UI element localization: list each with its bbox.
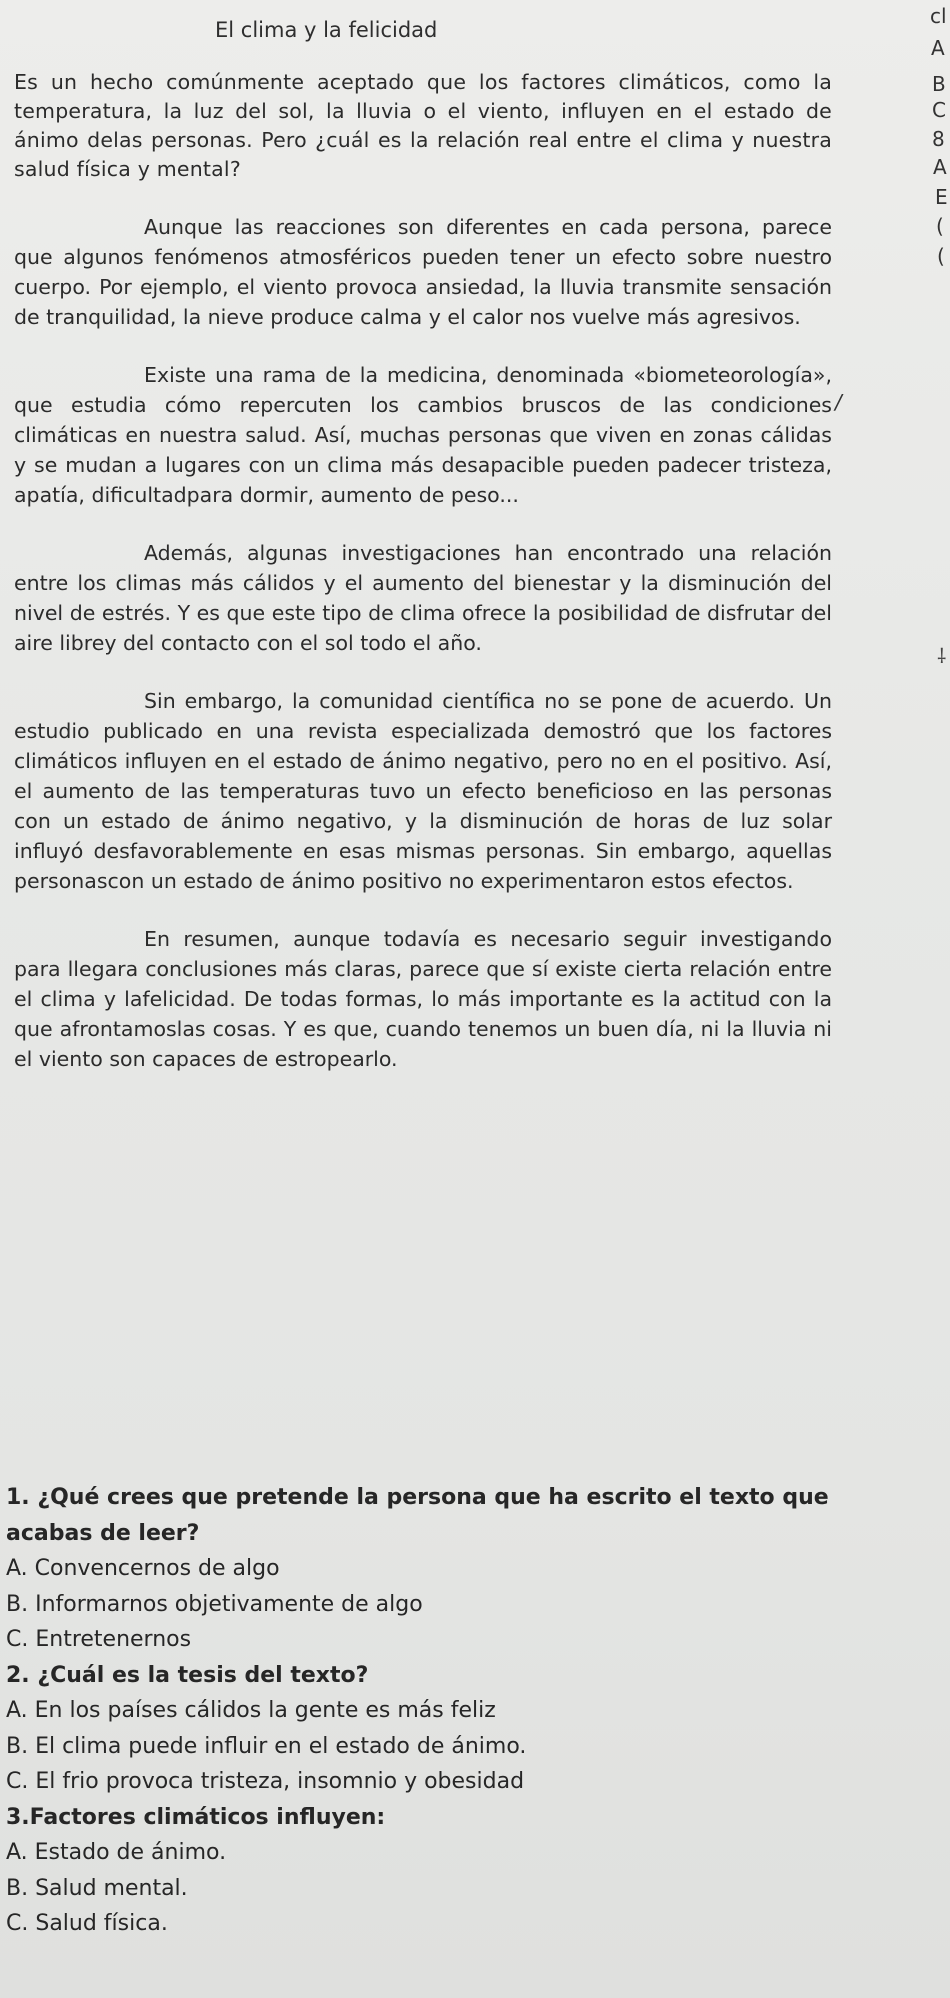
margin-fragment: cl bbox=[930, 4, 947, 28]
paragraph: Sin embargo, la comunidad científica no se pone de acuerdo. Un estudio publicado en una revista especializada demostró que los factores climáticos influyen en el estado de ánimo negativo, pero no en el positivo. Así, el aumento de las temperaturas tuvo un efecto beneficioso en las personas con un estado de ánimo negativo, y la disminución de horas de luz solar influyó desfavorablemente en esas mismas personas. Sin embargo, aquellas personascon un estado de ánimo positivo no experimentaron estos efectos. bbox=[14, 689, 832, 893]
margin-fragment: A bbox=[933, 155, 947, 179]
question-1: 1. ¿Qué crees que pretende la persona que ha escrito el texto que acabas de leer? bbox=[6, 1485, 829, 1546]
document-title: El clima y la felicidad bbox=[215, 18, 438, 42]
question-3-option-c: C. Salud física. bbox=[6, 1911, 168, 1936]
margin-fragment: C bbox=[932, 98, 946, 122]
paragraph: Aunque las reacciones son diferentes en cada persona, parece que algunos fenómenos atmosféricos pueden tener un efecto sobre nuestro cuerpo. Por ejemplo, el viento provoca ansiedad, la lluvia transmite sensación de tranquilidad, la nieve produce calma y el calor nos vuelve más agresivos. bbox=[14, 215, 832, 329]
question-1-option-c: C. Entretenernos bbox=[6, 1627, 192, 1652]
question-1-option-a: A. Convencernos de algo bbox=[6, 1556, 280, 1581]
question-3-option-b: B. Salud mental. bbox=[6, 1875, 188, 1901]
question-2-option-a: A. En los países cálidos la gente es más feliz bbox=[6, 1698, 496, 1723]
question-2-option-c: C. El frio provoca tristeza, insomnio y obesidad bbox=[6, 1769, 525, 1794]
question-3: 3.Factores climáticos influyen: bbox=[6, 1804, 386, 1830]
paragraph: En resumen, aunque todavía es necesario seguir investigando para llegara conclusiones más claras, parece que sí existe cierta relación entre el clima y lafelicidad. De todas formas, lo más importante es la actitud con la que afrontamoslas cosas. Y es que, cuando tenemos un buen día, ni la lluvia ni el viento son capaces de estropearlo. bbox=[14, 927, 832, 1071]
questions-section bbox=[6, 1480, 906, 1942]
margin-fragment: A bbox=[931, 36, 945, 60]
pencil-mark-icon: ⸸ bbox=[937, 644, 947, 668]
margin-fragment: ( bbox=[937, 244, 945, 268]
question-1-option-b: B. Informarnos objetivamente de algo bbox=[6, 1591, 423, 1617]
margin-fragment: ( bbox=[936, 214, 944, 238]
margin-fragment: 8 bbox=[932, 127, 945, 151]
question-2: 2. ¿Cuál es la tesis del texto? bbox=[6, 1662, 369, 1688]
paragraph: Además, algunas investigaciones han encontrado una relación entre los climas más cálidos y el aumento del bienestar y la disminución del nivel de estrés. Y es que este tipo de clima ofrece la posibilidad de disfrutar del aire librey del contacto con el sol todo el año. bbox=[14, 541, 832, 655]
margin-fragment: / bbox=[835, 390, 842, 414]
margin-fragment: B bbox=[932, 72, 946, 96]
question-2-option-b: B. El clima puede influir en el estado de ánimo. bbox=[6, 1733, 527, 1759]
paragraph: Existe una rama de la medicina, denominada «biometeorología», que estudia cómo repercuten los cambios bruscos de las condiciones climáticas en nuestra salud. Así, muchas personas que viven en zonas cálidas y se mudan a lugares con un clima más desapacible pueden padecer tristeza, apatía, dificultadpara dormir, aumento de peso... bbox=[14, 363, 832, 507]
question-3-option-a: A. Estado de ánimo. bbox=[6, 1840, 227, 1865]
margin-fragment: E bbox=[935, 185, 948, 209]
article-body bbox=[14, 68, 832, 1074]
paragraph: Es un hecho comúnmente aceptado que los factores climáticos, como la temperatura, la luz del sol, la lluvia o el viento, influyen en el estado de ánimo delas personas. Pero ¿cuál es la relación real entre el clima y nuestra salud física y mental? bbox=[14, 70, 832, 181]
